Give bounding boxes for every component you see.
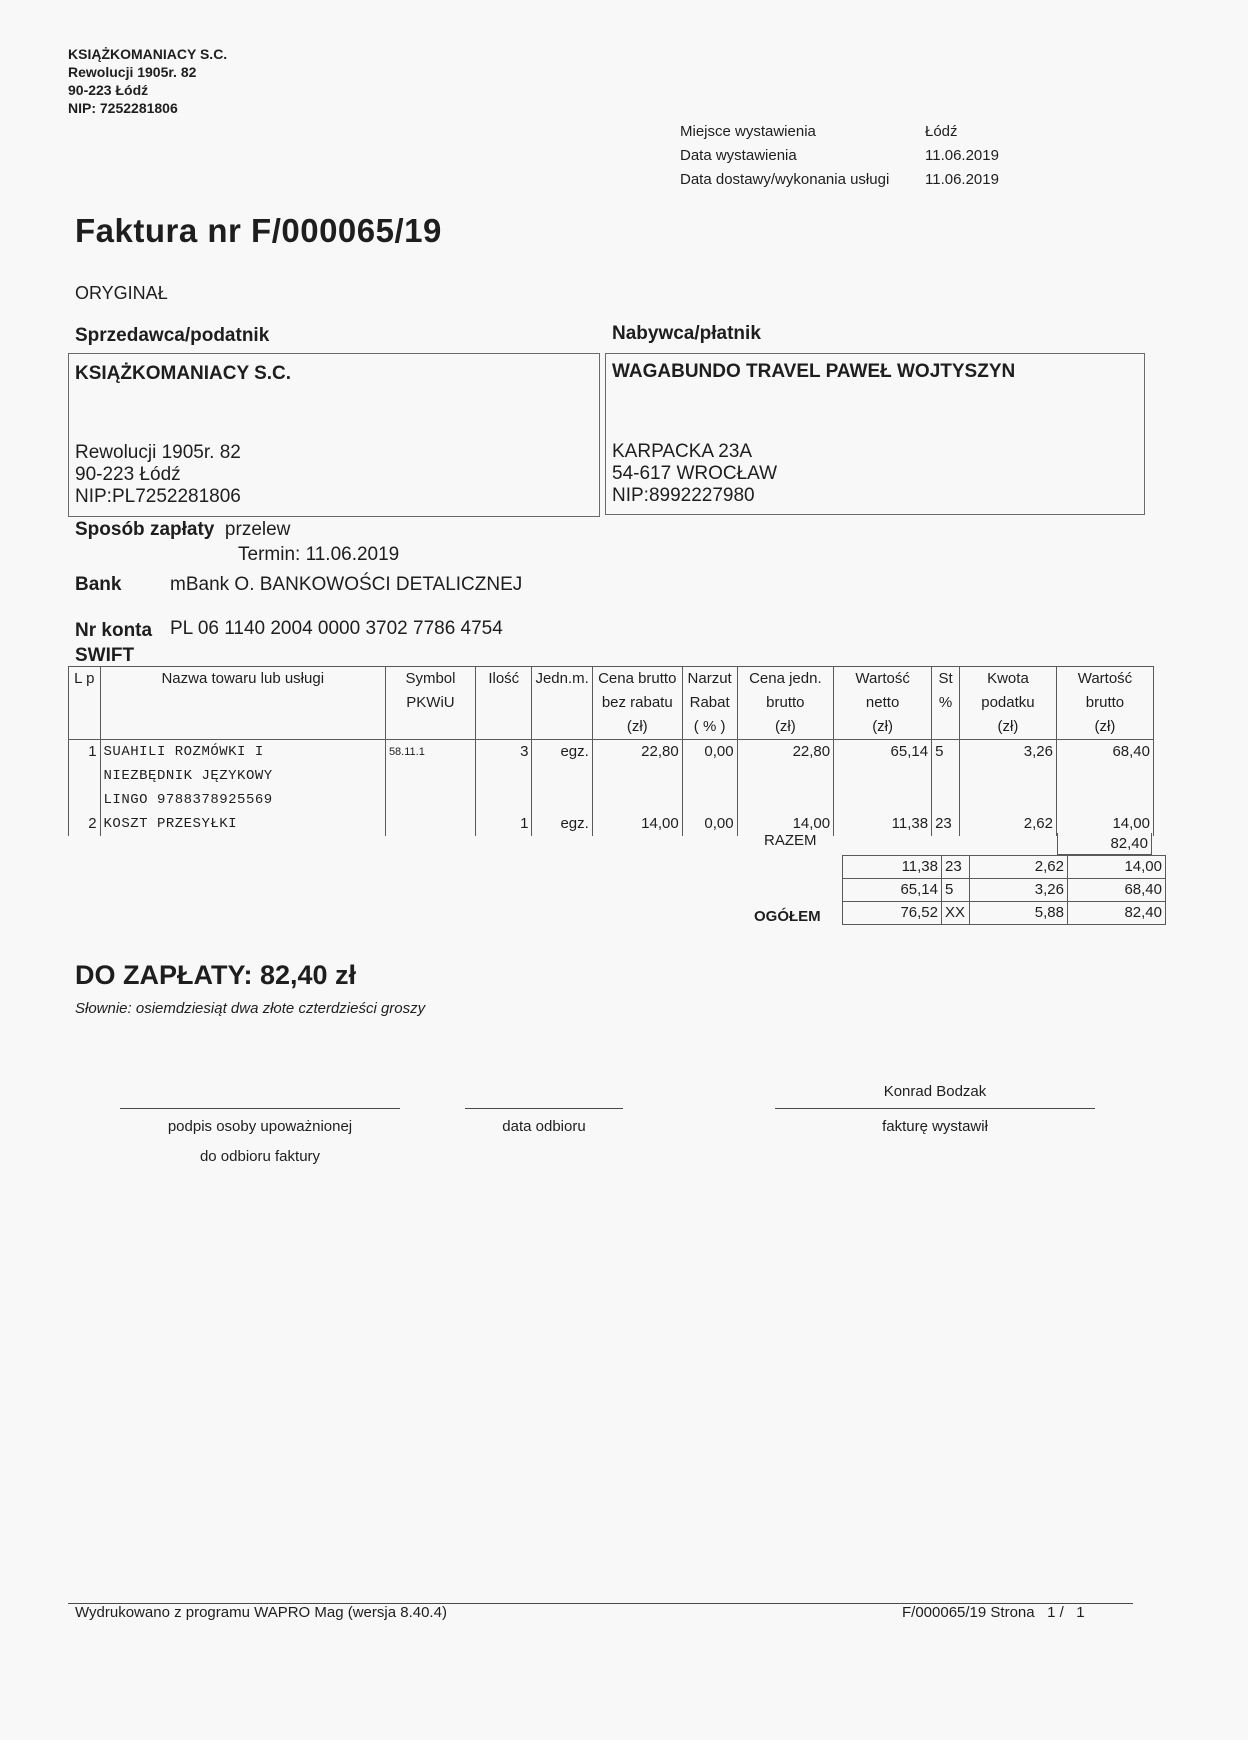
recipient-signature-line [120,1108,400,1109]
header-qty [476,667,532,740]
header-unit-gross-line: brutto [766,694,805,711]
header-unit-gross-line: Cena jedn. [749,670,822,687]
row-pkwiu: 58.11.1 [385,740,475,813]
row-price-gross: 14,00 [592,812,682,836]
payment-method-value: przelew [224,519,291,540]
header-net [834,667,932,740]
recipient-signature-label-1: podpis osoby upoważnionej [167,1118,353,1135]
header-gross-line: Wartość [1077,670,1133,687]
header-qty-line [479,691,528,715]
header-unit-line [535,715,588,739]
invoice-title: Faktura nr F/000065/19 [75,212,442,249]
issuer-signature-line [775,1108,1095,1109]
total-gross: 68,40 [1068,879,1166,902]
row-discount: 0,00 [682,740,737,813]
row-name-line: SUAHILI ROZMÓWKI I [103,744,264,760]
header-discount-line: Narzut [687,670,732,687]
bank-value: mBank O. BANKOWOŚCI DETALICZNEJ [170,574,523,595]
bank-label: Bank [75,574,122,595]
row-unit-gross: 22,80 [737,740,834,813]
payment-term: Termin: 11.06.2019 [238,544,400,565]
place-value: Łódź [925,123,958,140]
items-table [68,666,1154,836]
row-price-gross: 22,80 [592,740,682,813]
header-price-gross-line: (zł) [626,718,648,735]
buyer-nip: NIP:8992227980 [612,485,755,506]
vat-rate-row [843,879,1166,902]
recipient-signature-label-2: do odbioru faktury [199,1148,321,1165]
buyer-name: WAGABUNDO TRAVEL PAWEŁ WOJTYSZYN [612,361,1016,382]
issuer-nip: NIP: 7252281806 [68,100,178,116]
receipt-date-label: data odbioru [502,1118,586,1135]
footer-program-info: Wydrukowano z programu WAPRO Mag (wersja 8.40.4) [75,1604,447,1621]
total-gross: 14,00 [1068,856,1166,879]
header-tax [959,667,1056,740]
buyer-city: 54-617 WROCŁAW [612,463,778,484]
total-net: 65,14 [843,879,942,902]
total-tax: 3,26 [970,879,1068,902]
row-lp: 2 [69,812,101,836]
header-unit-line [535,691,588,715]
header-pkwiu [385,667,475,740]
row-pkwiu [385,812,475,836]
issuer-header [68,45,227,117]
header-gross-line: brutto [1085,694,1125,711]
header-pkwiu-line: PKWiU [406,694,455,711]
header-tax-line: Kwota [987,670,1029,687]
total-rate: XX [942,902,970,925]
total-rate: 23 [942,856,970,879]
buyer-label: Nabywca/płatnik [612,323,761,344]
header-unit-gross-line: (zł) [774,718,796,735]
table-header-row [69,667,1154,740]
header-net-line: netto [865,694,900,711]
seller-street: Rewolucji 1905r. 82 [75,442,241,463]
issuer-name: KSIĄŻKOMANIACY S.C. [68,46,228,62]
issuer-city: 90-223 Łódź [68,82,149,98]
seller-box [68,353,600,517]
header-name [100,667,385,740]
header-net-line: (zł) [872,718,894,735]
issue-date-label: Data wystawienia [680,147,797,164]
grand-total-row [843,902,1166,925]
delivery-date-label: Data dostawy/wykonania usługi [680,171,890,188]
row-lp: 1 [69,740,101,813]
header-rate-line: % [938,694,953,711]
row-gross: 68,40 [1056,740,1153,813]
recipient-signature-caption [120,1112,400,1172]
amount-in-words: Słownie: osiemdziesiąt dwa złote czterdzieści groszy [75,1000,426,1017]
header-qty-line: Ilość [488,670,520,687]
header-unit-line: Jedn.m. [535,670,589,687]
row-name [100,812,385,836]
row-name-line: LINGO 9788378925569 [103,792,273,808]
row-unit: egz. [532,740,592,813]
row-discount: 0,00 [682,812,737,836]
header-tax-line: podatku [981,694,1035,711]
payment-method-label: Sposób zapłaty [75,519,215,540]
row-tax: 3,26 [959,740,1056,813]
invoice-meta [680,120,999,192]
total-net: 11,38 [843,856,942,879]
header-tax-line: (zł) [997,718,1019,735]
header-name-line: Nazwa towaru lub usługi [161,670,325,687]
account-value: PL 06 1140 2004 0000 3702 7786 4754 [170,618,503,639]
header-pkwiu-line: Symbol [405,670,456,687]
seller-label: Sprzedawca/podatnik [75,325,270,346]
payment-method [75,519,290,541]
header-unit-gross [737,667,834,740]
header-unit [532,667,592,740]
header-lp-line [72,715,97,739]
header-price-gross [592,667,682,740]
header-gross [1056,667,1153,740]
total-net: 76,52 [843,902,942,925]
header-name-line [104,715,382,739]
header-gross-line: (zł) [1094,718,1116,735]
header-rate-line: St [938,670,953,687]
row-unit: egz. [532,812,592,836]
row-net: 65,14 [834,740,932,813]
header-discount-line: ( % ) [693,718,726,735]
header-price-gross-line: Cena brutto [598,670,677,687]
header-pkwiu-line [389,715,472,739]
row-unit-gross: 14,00 [737,812,834,836]
row-rate: 23 [932,812,960,836]
seller-name: KSIĄŻKOMANIACY S.C. [75,363,292,384]
razem-value: 82,40 [1057,833,1152,855]
header-qty-line [479,715,528,739]
vat-rate-row [843,856,1166,879]
row-name-line: KOSZT PRZESYŁKI [103,816,238,832]
header-rate-line [935,715,956,739]
total-tax: 2,62 [970,856,1068,879]
table-row [69,740,1154,813]
delivery-date-value: 11.06.2019 [925,171,999,188]
issuer-street: Rewolucji 1905r. 82 [68,64,197,80]
issuer-signature-label: fakturę wystawił [882,1118,988,1135]
header-net-line: Wartość [855,670,910,687]
issue-date-value: 11.06.2019 [925,147,999,164]
footer-page-info: F/000065/19 Strona 1 / 1 [902,1604,1085,1621]
header-discount-line: Rabat [689,694,730,711]
razem-label: RAZEM [764,832,817,849]
header-lp [69,667,101,740]
row-tax: 2,62 [959,812,1056,836]
account-label: Nr konta [75,620,153,641]
row-qty: 1 [476,812,532,836]
seller-nip: NIP:PL7252281806 [75,486,241,507]
header-name-line [104,691,382,715]
amount-due: DO ZAPŁATY: 82,40 zł [75,960,357,990]
receipt-date-line [465,1108,623,1109]
buyer-street: KARPACKA 23A [612,441,753,462]
original-label: ORYGINAŁ [75,283,168,303]
buyer-box [605,353,1145,515]
row-rate: 5 [932,740,960,813]
row-net: 11,38 [834,812,932,836]
header-rate [932,667,960,740]
buyer-address [612,441,777,507]
total-rate: 5 [942,879,970,902]
vat-summary [842,855,1166,925]
header-lp-line [72,691,97,715]
row-qty: 3 [476,740,532,813]
place-label: Miejsce wystawienia [680,123,816,140]
row-gross: 14,00 [1056,812,1153,836]
swift-label: SWIFT [75,645,135,666]
seller-city: 90-223 Łódź [75,464,181,485]
header-lp-line: L p [74,670,95,687]
total-tax: 5,88 [970,902,1068,925]
total-gross: 82,40 [1068,902,1166,925]
row-name [100,740,385,813]
header-discount [682,667,737,740]
row-name-line: NIEZBĘDNIK JĘZYKOWY [103,768,273,784]
header-price-gross-line: bez rabatu [601,694,673,711]
issuer-signature-name: Konrad Bodzak [883,1083,987,1100]
seller-address [75,442,241,508]
table-row [69,812,1154,836]
ogolem-label: OGÓŁEM [754,908,821,925]
